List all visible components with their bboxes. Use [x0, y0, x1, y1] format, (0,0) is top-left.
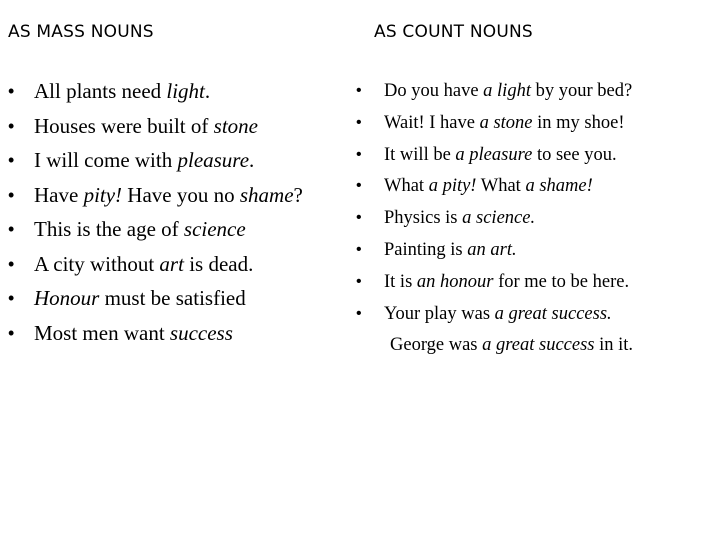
example-text: All plants need — [34, 79, 167, 103]
example-noun: science — [183, 217, 246, 241]
count-noun-example — [356, 78, 632, 110]
bullet-icon: • — [8, 150, 15, 170]
bullet-icon: • — [356, 177, 362, 195]
example-noun: a science. — [462, 208, 536, 229]
example-sentence — [384, 272, 629, 292]
bullet-icon: • — [356, 82, 362, 99]
example-noun: pity! — [83, 182, 123, 207]
bullet-icon: • — [8, 219, 15, 239]
bullet-icon: • — [356, 304, 362, 322]
example-noun: an honour — [416, 271, 494, 292]
example-text: in it. — [594, 335, 634, 355]
example-sentence — [34, 321, 233, 345]
mass-noun-example — [8, 283, 303, 318]
example-text: must be satisfied — [99, 286, 246, 310]
example-noun: a light — [483, 81, 531, 101]
example-text: Wait! I have — [384, 112, 480, 133]
example-sentence — [34, 252, 253, 276]
mass-nouns-list — [8, 76, 303, 352]
example-text: Most men want — [34, 320, 170, 345]
count-noun-example — [356, 269, 632, 301]
bullet-icon: • — [8, 253, 15, 274]
example-text: Have you no — [122, 182, 240, 207]
example-noun: stone — [213, 113, 258, 138]
example-sentence — [34, 79, 210, 103]
count-noun-example — [356, 173, 632, 205]
bullet-icon: • — [356, 209, 362, 227]
bullet-icon: • — [8, 322, 15, 343]
example-text: Houses were built of — [34, 113, 214, 138]
mass-noun-example — [8, 145, 303, 180]
example-sentence — [384, 240, 517, 260]
count-nouns-heading: AS COUNT NOUNS — [374, 22, 533, 42]
example-noun: a shame! — [525, 176, 593, 197]
example-noun: art — [159, 251, 184, 276]
example-noun: Honour — [34, 286, 100, 310]
example-text: Your play was — [384, 303, 495, 324]
example-text: I will come with — [34, 148, 178, 172]
mass-noun-example — [8, 76, 303, 111]
example-sentence — [34, 148, 254, 172]
example-text: What — [384, 176, 429, 197]
example-noun: a stone — [479, 112, 533, 133]
example-text: George was — [390, 335, 483, 355]
bullet-icon: • — [8, 115, 15, 136]
example-noun: a great success. — [494, 303, 612, 324]
example-sentence — [384, 145, 617, 165]
example-text: for me to be here. — [493, 271, 630, 292]
example-text: ? — [293, 182, 303, 207]
bullet-icon: • — [356, 145, 362, 163]
example-noun: success — [169, 320, 233, 345]
example-noun: pleasure — [177, 148, 250, 172]
mass-noun-example — [8, 318, 303, 353]
example-noun: shame — [239, 182, 294, 207]
example-text: Painting is — [384, 239, 468, 260]
example-text: A city without — [34, 251, 160, 276]
count-nouns-extra-example — [390, 332, 633, 358]
example-noun: light — [166, 79, 205, 103]
example-sentence — [384, 81, 632, 101]
example-sentence — [34, 286, 246, 310]
example-text: Do you have — [384, 81, 484, 101]
count-noun-example — [356, 237, 632, 269]
bullet-icon: • — [8, 81, 15, 101]
example-text: . — [249, 148, 255, 172]
example-noun: an art. — [467, 239, 517, 260]
bullet-icon: • — [8, 184, 15, 205]
example-text: It will be — [384, 144, 456, 165]
example-text: . — [204, 79, 211, 103]
example-sentence — [34, 183, 303, 207]
example-text: by your bed? — [530, 81, 633, 101]
example-text: is dead. — [183, 251, 254, 276]
count-noun-example — [356, 205, 632, 237]
example-sentence — [384, 176, 593, 196]
mass-nouns-heading: AS MASS NOUNS — [8, 22, 154, 42]
mass-noun-example — [8, 214, 303, 249]
example-sentence — [34, 217, 246, 241]
mass-noun-example — [8, 180, 303, 215]
count-noun-example — [356, 301, 632, 333]
example-text: This is the age of — [34, 217, 184, 241]
example-noun: a pity! — [428, 176, 477, 197]
example-text: It is — [384, 271, 417, 292]
example-sentence — [384, 113, 625, 133]
example-sentence — [384, 304, 612, 324]
mass-noun-example — [8, 249, 303, 284]
example-text: What — [476, 176, 526, 197]
example-text: Physics is — [384, 208, 463, 229]
example-sentence — [384, 208, 535, 228]
count-nouns-list — [356, 78, 632, 332]
count-noun-example — [356, 142, 632, 174]
example-text: Have — [34, 182, 84, 207]
example-text: in my shoe! — [532, 112, 625, 133]
example-noun: a pleasure — [455, 144, 533, 165]
bullet-icon: • — [356, 240, 362, 258]
example-noun: a great success — [482, 335, 595, 355]
bullet-icon: • — [356, 272, 362, 290]
example-text: to see you. — [532, 144, 617, 165]
bullet-icon: • — [8, 288, 15, 308]
bullet-icon: • — [356, 113, 362, 131]
count-noun-example — [356, 110, 632, 142]
mass-noun-example — [8, 111, 303, 146]
example-sentence — [34, 114, 258, 138]
